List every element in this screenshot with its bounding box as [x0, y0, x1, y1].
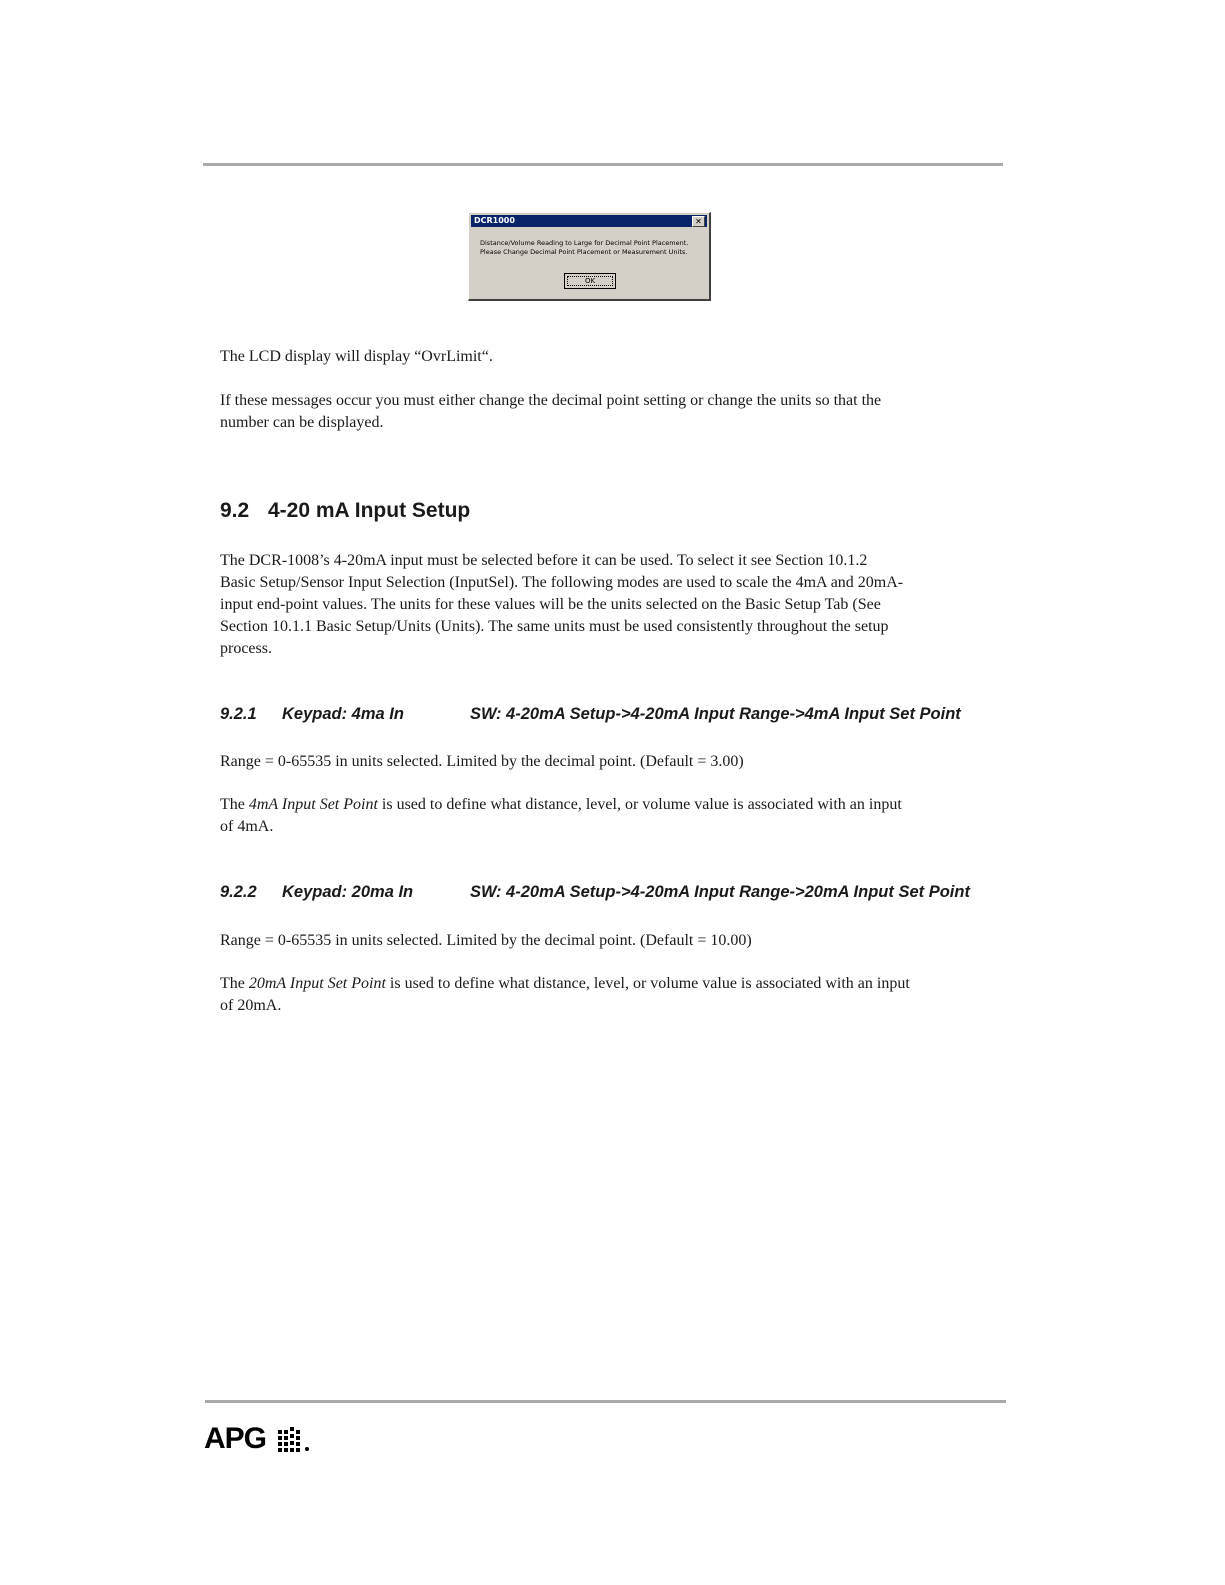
desc-rest: is used to define what distance, level, or volume value is associated with an input [377, 796, 902, 813]
header-rule [203, 163, 1003, 166]
intro-line-5: process. [220, 640, 272, 657]
intro-line-2: Basic Setup/Sensor Input Selection (InputSel). The following modes are used to scale the 4mA and 20mA- [220, 574, 904, 591]
overlimit-paragraph-line-2: number can be displayed. [220, 414, 384, 431]
software-path: SW: 4-20mA Setup->4-20mA Input Range->20mA Input Set Point [470, 883, 970, 901]
desc-term: 4mA Input Set Point [248, 796, 378, 813]
intro-line-4: Section 10.1.1 Basic Setup/Units (Units). The same units must be used consistently throughout the setup [220, 618, 889, 635]
keypad-label: Keypad: 4ma In [282, 705, 404, 723]
desc-20ma-line-2: of 20mA. [220, 997, 282, 1014]
close-icon[interactable]: ✕ [692, 216, 705, 227]
lcd-display-text: The LCD display will display “OvrLimit“. [220, 348, 493, 365]
intro-line-3: input end-point values. The units for these values will be the units selected on the Basic Setup Tab (See [220, 596, 881, 613]
ok-button-label: OK [584, 277, 596, 285]
desc-4ma-line-2: of 4mA. [220, 818, 274, 835]
ok-button[interactable] [564, 273, 616, 289]
software-path: SW: 4-20mA Setup->4-20mA Input Range->4mA Input Set Point [470, 705, 961, 723]
error-dialog [468, 212, 711, 301]
intro-line-1: The DCR-1008’s 4-20mA input must be selected before it can be used. To select it see Section 10.1.2 [220, 552, 868, 569]
desc-20ma-line-1 [220, 973, 980, 995]
desc-prefix: The [220, 796, 249, 813]
overlimit-paragraph-line-1: If these messages occur you must either change the decimal point setting or change the units so that the [220, 392, 882, 409]
dialog-message-line-1: Distance/Volume Reading to Large for Decimal Point Placement. [480, 239, 689, 247]
subsection-number: 9.2.1 [220, 705, 257, 723]
desc-prefix: The [220, 975, 249, 992]
apg-logo [204, 1422, 266, 1456]
logo-text: APG [204, 1422, 267, 1455]
logo-grid-icon [278, 1427, 312, 1452]
desc-rest: is used to define what distance, level, or volume value is associated with an input [385, 975, 910, 992]
dialog-message-line-2: Please Change Decimal Point Placement or Measurement Units. [480, 248, 688, 256]
dialog-title: DCR1000 [474, 216, 515, 225]
ok-button-focus-ring [567, 276, 613, 286]
desc-term: 20mA Input Set Point [248, 975, 386, 992]
desc-4ma-line-1 [220, 794, 980, 816]
section-heading-9-2 [220, 499, 470, 523]
range-text-4ma: Range = 0-65535 in units selected. Limited by the decimal point. (Default = 3.00) [220, 753, 744, 770]
dialog-titlebar [471, 215, 707, 227]
keypad-label: Keypad: 20ma In [282, 883, 414, 901]
section-title: 4-20 mA Input Setup [268, 499, 471, 522]
section-number: 9.2 [220, 499, 250, 522]
subsection-number: 9.2.2 [220, 883, 257, 901]
range-text-20ma: Range = 0-65535 in units selected. Limited by the decimal point. (Default = 10.00) [220, 932, 752, 949]
footer-rule [205, 1400, 1006, 1403]
